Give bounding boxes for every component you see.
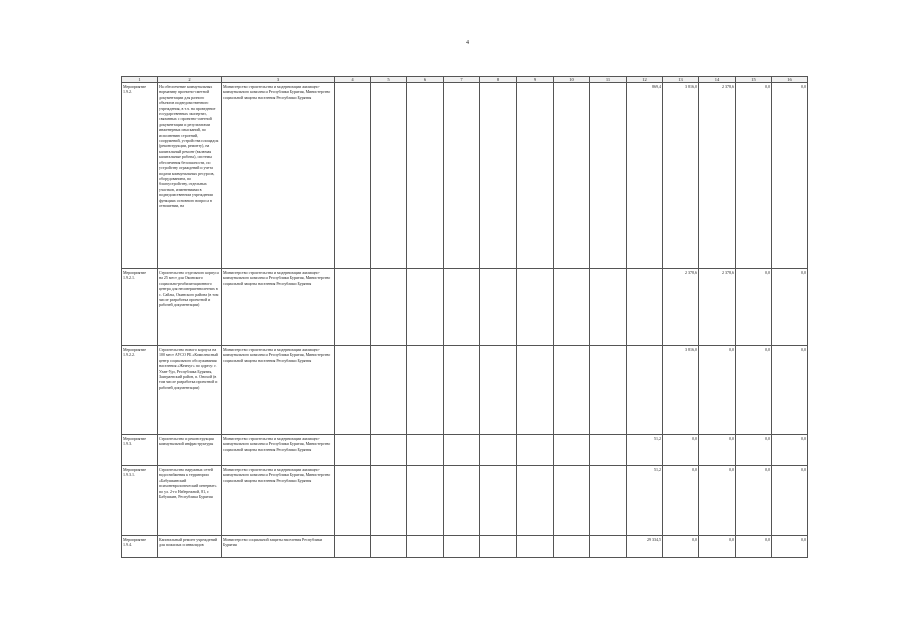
value-cell: 0,0: [699, 435, 736, 466]
col-header: 4: [335, 77, 371, 83]
value-cell: 2 378,6: [663, 269, 699, 346]
responsible-ministry: Министерство строительства и модернизации жилищно-коммунального комплекса Республики Бурятия, Министерство социальной защиты населения Республики Бурятия: [222, 83, 335, 269]
col-header: 3: [222, 77, 335, 83]
responsible-ministry: Министерство строительства и модернизации жилищно-коммунального комплекса Республики Бурятия, Министерство социальной защиты населения Республики Бурятия: [222, 346, 335, 435]
value-cell: 29 334,5: [627, 536, 663, 558]
col-header: 7: [444, 77, 480, 83]
table-row: [122, 83, 808, 269]
responsible-ministry: Министерство строительства и модернизации жилищно-коммунального комплекса Республики Бурятия, Министерство социальной защиты населения Республики Бурятия: [222, 466, 335, 536]
measure-code: Мероприятие 1.9.2.1.: [122, 269, 158, 346]
value-cell: 0,0: [736, 536, 772, 558]
value-cell: [627, 269, 663, 346]
value-cell: 0,0: [663, 466, 699, 536]
measure-code: Мероприятие 1.9.2.2.: [122, 346, 158, 435]
col-header: 2: [158, 77, 222, 83]
value-cell: 3 816,0: [663, 346, 699, 435]
value-cell: 51,2: [627, 466, 663, 536]
measure-name: Капитальный ремонт учреждений для пожилых и инвалидов: [158, 536, 222, 558]
value-cell: 0,0: [736, 435, 772, 466]
col-header: 16: [772, 77, 808, 83]
col-header: 13: [663, 77, 699, 83]
col-header: 11: [590, 77, 627, 83]
value-cell: [627, 346, 663, 435]
value-cell: 0,0: [736, 83, 772, 269]
page-number: 4: [466, 40, 469, 46]
value-cell: 0,0: [699, 346, 736, 435]
value-cell: 0,0: [772, 536, 808, 558]
table-row: [122, 466, 808, 536]
responsible-ministry: Министерство строительства и модернизации жилищно-коммунального комплекса Республики Бурятия, Министерство социальной защиты населения Республики Бурятия: [222, 435, 335, 466]
measure-name: На обеспечение коммунальных нормативу проектно-сметной документации для разного объектов подведомственного учреждения, в т.ч. на проведение государственных экспертиз, связанных с проектно-сметной документации и результатами инженерных изысканий, по исполнению строений, сооружений, устройства площадок (реконструкции, ремонту), на капитальный ремонт (включая капитальные работы), системы обеспечения безопасности, по устройству ограждений и учета подачи коммунальных ресурсов, оборудованием, по благоустройству, отдельных участков, изменениями в подведомственном учреждении функциях основного вопроса в отношении, на: [158, 83, 222, 269]
value-cell: 0,0: [772, 346, 808, 435]
value-cell: 0,0: [736, 346, 772, 435]
measure-code: Мероприятие 1.9.2.: [122, 83, 158, 269]
value-cell: 2 378,6: [699, 83, 736, 269]
measure-name: Строительство отдельного корпуса на 25 мест для Окинского социально-реабилитационного центра для несовершеннолетних в с. Сайлы, Окинского района (в том числе разработка проектной и рабочей документации): [158, 269, 222, 346]
measure-code: Мероприятие 1.9.3.1.: [122, 466, 158, 536]
measure-code: Мероприятие 1.9.3.: [122, 435, 158, 466]
value-cell: 0,0: [663, 536, 699, 558]
measure-code: Мероприятие 1.9.4.: [122, 536, 158, 558]
value-cell: 0,0: [772, 269, 808, 346]
value-cell: 0,0: [736, 269, 772, 346]
value-cell: 0,0: [663, 435, 699, 466]
measure-name: Строительство нового корпуса на 100 мест АУСО РБ «Комплексный центр социального обслуживания населения «Жемчуг» по адресу: г. Улан-Удэ, Республика Бурятия, Заиграевский район, п. Онохой (в том числе разработка проектной и рабочей документации): [158, 346, 222, 435]
value-cell: 2 378,6: [699, 269, 736, 346]
col-header: 1: [122, 77, 158, 83]
program-table: [121, 76, 808, 558]
col-header: 9: [517, 77, 554, 83]
responsible-ministry: Министерство социальной защиты населения Республики Бурятия: [222, 536, 335, 558]
table-row: [122, 435, 808, 466]
col-header: 14: [699, 77, 736, 83]
col-header: 8: [480, 77, 517, 83]
col-header: 10: [554, 77, 590, 83]
value-cell: 0,0: [736, 466, 772, 536]
measure-name: Строительство наружных сетей водоснабжения к территории «Бабушкинский психоневрологический интернат» по ул. 2-го Набережной, 81, г. Бабушкин, Республика Бурятия: [158, 466, 222, 536]
table-row: [122, 536, 808, 558]
value-cell: 51,2: [627, 435, 663, 466]
col-header: 12: [627, 77, 663, 83]
value-cell: 0,0: [699, 536, 736, 558]
responsible-ministry: Министерство строительства и модернизации жилищно-коммунального комплекса Республики Бурятия, Министерство социальной защиты населения Республики Бурятия: [222, 269, 335, 346]
value-cell: 0,0: [772, 435, 808, 466]
value-cell: 869,4: [627, 83, 663, 269]
value-cell: 0,0: [772, 466, 808, 536]
measure-name: Строительство и реконструкция коммунальной инфраструктуры: [158, 435, 222, 466]
value-cell: 0,0: [699, 466, 736, 536]
col-header: 5: [371, 77, 407, 83]
value-cell: 3 816,0: [663, 83, 699, 269]
value-cell: 0,0: [772, 83, 808, 269]
table-row: [122, 346, 808, 435]
col-header: 6: [407, 77, 444, 83]
col-header: 15: [736, 77, 772, 83]
table-row: [122, 269, 808, 346]
